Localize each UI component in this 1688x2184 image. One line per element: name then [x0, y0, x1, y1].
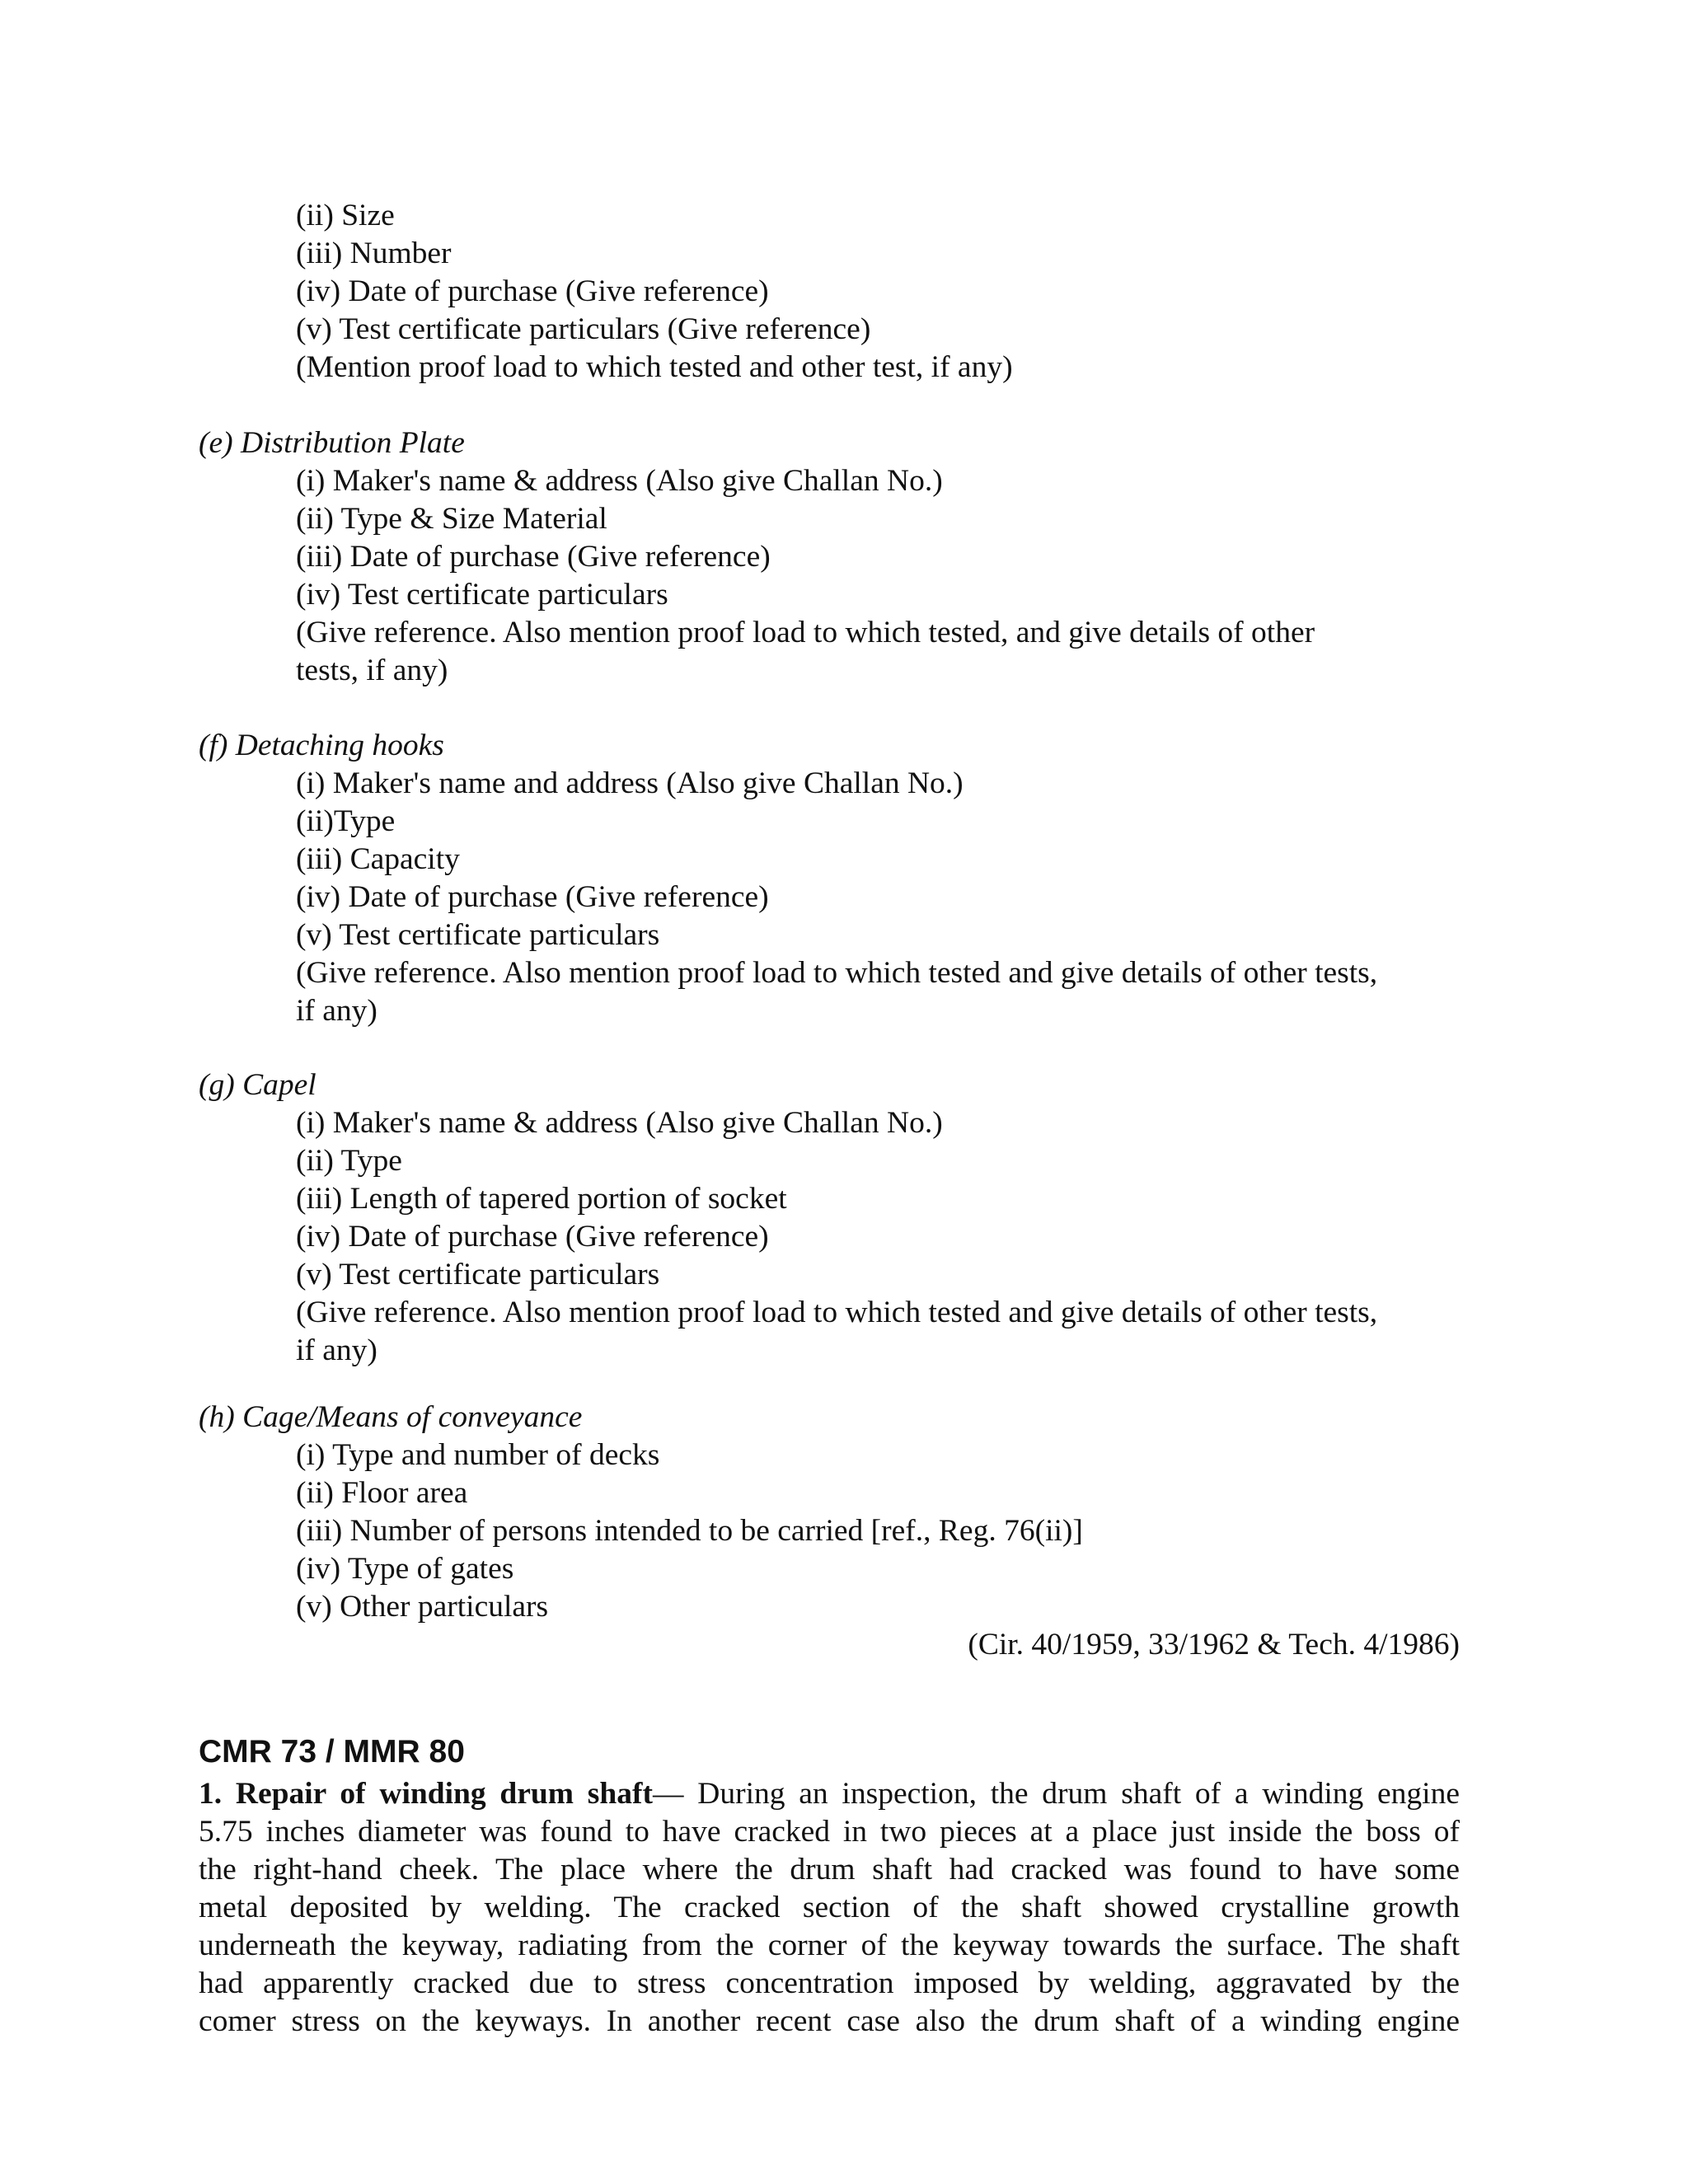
section-cage [199, 1399, 1460, 1664]
list-item: (iv) Date of purchase (Give reference) [296, 1220, 769, 1254]
section-title: CMR 73 / MMR 80 [199, 1734, 465, 1769]
paragraph-line: the right-hand cheek. The place where the drum shaft had cracked was found to have some [199, 1853, 1460, 1886]
list-item: (i) Type and number of decks [296, 1438, 660, 1472]
list-item: (v) Test certificate particulars [296, 1258, 660, 1291]
list-item: if any) [296, 994, 377, 1028]
list-item: (iii) Length of tapered portion of socket [296, 1182, 787, 1216]
list-item: (iv) Date of purchase (Give reference) [296, 274, 769, 308]
paragraph-line [199, 1775, 1460, 1813]
paragraph-text: — During an inspection, the drum shaft of a winding engine [652, 1777, 1460, 1811]
list-item: (Mention proof load to which tested and other test, if any) [296, 350, 1013, 384]
list-item: (Give reference. Also mention proof load to which tested, and give details of other [296, 616, 1315, 649]
list-item: (v) Test certificate particulars (Give reference) [296, 312, 871, 346]
section-heading: (h) Cage/Means of conveyance [199, 1400, 583, 1434]
list-item: (iv) Date of purchase (Give reference) [296, 880, 769, 914]
section-distribution-plate [199, 424, 1460, 690]
list-item: if any) [296, 1333, 377, 1367]
cmr-section [199, 1732, 1460, 2041]
list-item: (iv) Test certificate particulars [296, 578, 668, 612]
list-item: (iii) Number [296, 237, 452, 270]
paragraph-bold-lead: 1. Repair of winding drum shaft [199, 1777, 653, 1811]
section-heading: (f) Detaching hooks [199, 729, 444, 762]
list-item: (ii) Size [296, 199, 395, 232]
list-item: (ii) Type [296, 1144, 402, 1178]
list-item: (Give reference. Also mention proof load to which tested and give details of other tests, [296, 956, 1378, 990]
list-item: (v) Test certificate particulars [296, 918, 660, 952]
section-detaching-hooks [199, 727, 1460, 1030]
section-capel [199, 1066, 1460, 1370]
list-item: (ii)Type [296, 804, 396, 838]
paragraph-line: underneath the keyway, radiating from the corner of the keyway towards the surface. The shaft [199, 1929, 1460, 1962]
list-continuation [199, 197, 1460, 387]
section-heading: (g) Capel [199, 1068, 316, 1102]
paragraph-line: metal deposited by welding. The cracked section of the shaft showed crystalline growth [199, 1891, 1460, 1924]
list-item: (iv) Type of gates [296, 1552, 514, 1586]
section-heading: (e) Distribution Plate [199, 426, 465, 460]
list-item: (ii) Floor area [296, 1476, 468, 1510]
list-item: tests, if any) [296, 654, 448, 687]
list-item: (iii) Capacity [296, 842, 460, 876]
list-item: (iii) Date of purchase (Give reference) [296, 540, 771, 574]
paragraph-line: 5.75 inches diameter was found to have cracked in two pieces at a place just inside the boss of [199, 1815, 1460, 1849]
list-item: (i) Maker's name & address (Also give Challan No.) [296, 464, 943, 498]
list-item: (iii) Number of persons intended to be carried [ref., Reg. 76(ii)] [296, 1514, 1083, 1548]
paragraph-line: had apparently cracked due to stress concentration imposed by welding, aggravated by the [199, 1966, 1460, 2000]
circular-reference: (Cir. 40/1959, 33/1962 & Tech. 4/1986) [968, 1628, 1460, 1661]
paragraph-line: comer stress on the keyways. In another recent case also the drum shaft of a winding engine [199, 2004, 1460, 2038]
list-item: (ii) Type & Size Material [296, 502, 607, 536]
list-item: (i) Maker's name and address (Also give Challan No.) [296, 766, 964, 800]
list-item: (Give reference. Also mention proof load to which tested and give details of other tests, [296, 1296, 1378, 1329]
list-item: (i) Maker's name & address (Also give Challan No.) [296, 1106, 943, 1140]
list-item: (v) Other particulars [296, 1590, 549, 1624]
